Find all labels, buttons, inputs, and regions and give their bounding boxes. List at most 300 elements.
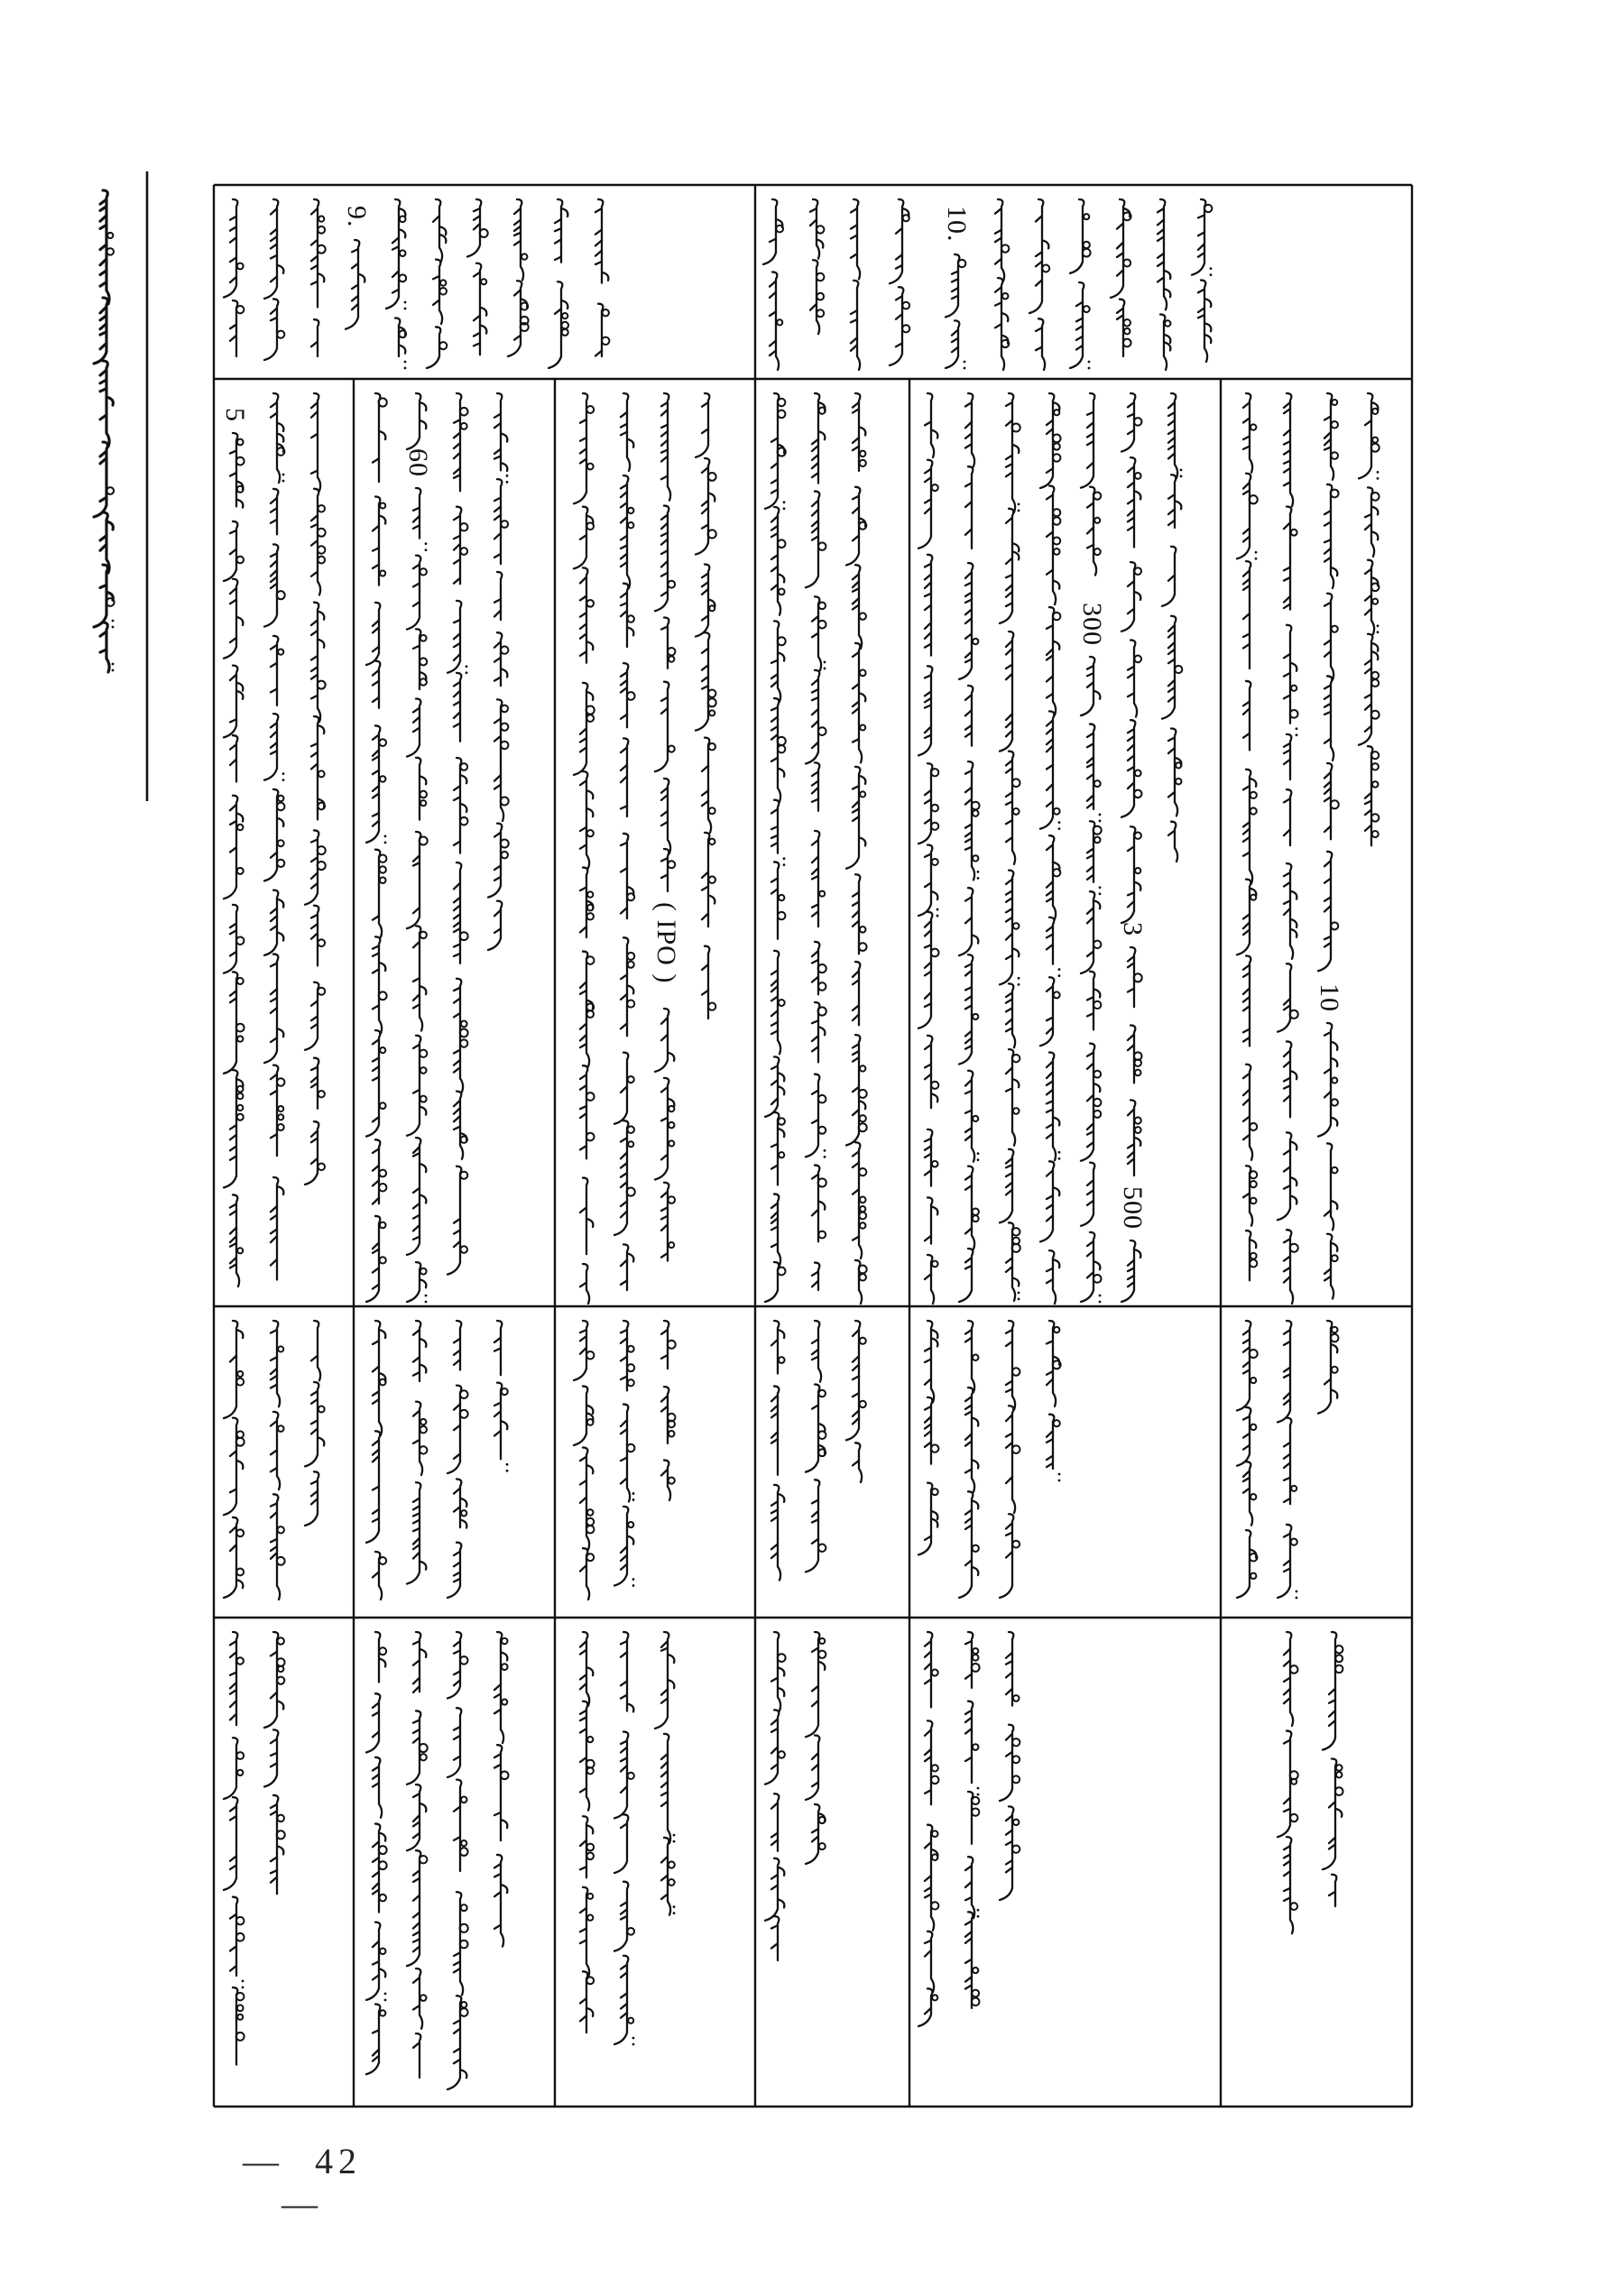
script-loop — [586, 1133, 595, 1141]
script-loop — [669, 1122, 675, 1129]
script-stroke — [771, 862, 779, 938]
script-stroke — [959, 1249, 973, 1302]
script-loop — [237, 1371, 243, 1377]
script-stroke — [846, 767, 865, 869]
script-loop — [277, 331, 284, 338]
script-loop — [632, 2037, 635, 2040]
script-stroke — [514, 199, 523, 281]
script-stroke — [1047, 917, 1054, 964]
script-stroke — [806, 670, 819, 764]
script-stroke — [1070, 199, 1084, 273]
script-loop — [1250, 1198, 1257, 1204]
script-loop — [627, 1928, 634, 1935]
script-loop — [278, 1526, 284, 1533]
script-loop — [1371, 763, 1378, 770]
script-stroke — [366, 1693, 380, 1752]
script-stroke — [918, 1988, 932, 2026]
script-loop — [669, 1861, 675, 1867]
script-stroke — [702, 946, 709, 1019]
script-loop — [318, 770, 325, 777]
script-stroke — [959, 888, 978, 955]
script-loop — [277, 860, 284, 867]
script-loop — [1084, 214, 1089, 219]
script-stroke — [925, 1825, 937, 1931]
script-loop — [1012, 1541, 1020, 1548]
script-loop — [673, 1905, 676, 1908]
script-loop — [1094, 837, 1101, 844]
script-loop — [709, 710, 715, 715]
script-loop — [1377, 631, 1379, 633]
script-stroke — [375, 1632, 385, 1683]
script-loop — [1135, 833, 1141, 839]
script-stroke — [925, 555, 932, 656]
script-stroke — [230, 735, 237, 781]
script-stroke — [965, 1912, 973, 2008]
script-loop — [1099, 1295, 1102, 1297]
script-loop — [964, 367, 966, 370]
script-loop — [277, 1658, 285, 1666]
script-loop — [379, 739, 386, 746]
script-loop — [668, 648, 675, 655]
script-loop — [242, 1987, 245, 1989]
script-loop — [586, 1518, 594, 1526]
script-loop — [1250, 1425, 1256, 1430]
script-stroke — [851, 281, 860, 370]
script-stroke — [925, 393, 937, 457]
script-loop — [106, 248, 114, 255]
script-stroke — [806, 1480, 819, 1572]
script-loop — [1013, 1820, 1019, 1825]
script-stroke — [224, 972, 237, 1073]
script-stroke — [771, 698, 784, 802]
script-stroke — [1006, 1049, 1019, 1146]
script-stroke — [968, 1792, 973, 1844]
script-loop — [586, 1844, 594, 1851]
script-stroke — [407, 1850, 420, 1966]
script-loop — [384, 834, 387, 837]
script-loop — [1291, 1486, 1296, 1491]
script-stroke — [311, 393, 320, 491]
script-loop — [278, 796, 284, 802]
script-stroke — [1237, 474, 1250, 559]
script-stroke — [1365, 487, 1378, 557]
script-loop — [1372, 599, 1378, 604]
script-stroke — [311, 603, 324, 722]
script-stroke — [925, 1036, 937, 1108]
script-stroke — [373, 1321, 385, 1435]
script-loop — [1012, 1445, 1020, 1453]
script-stroke — [614, 1732, 628, 1819]
script-loop — [461, 1904, 467, 1911]
script-loop — [628, 1076, 634, 1083]
script-loop — [425, 542, 428, 545]
script-loop — [318, 216, 324, 221]
script-stroke — [655, 1632, 674, 1729]
script-loop — [1123, 260, 1130, 267]
script-loop — [973, 855, 978, 861]
script-loop — [420, 1754, 427, 1760]
script-stroke — [621, 738, 628, 816]
script-loop — [502, 1700, 507, 1705]
script-loop — [1290, 1665, 1298, 1674]
script-loop — [973, 1655, 979, 1661]
script-loop — [1012, 1756, 1020, 1763]
script-loop — [278, 1124, 284, 1130]
script-loop — [818, 1544, 826, 1552]
script-stroke — [271, 393, 283, 483]
script-stroke — [965, 686, 973, 746]
script-stroke — [1081, 1044, 1100, 1161]
script-loop — [818, 621, 826, 629]
script-loop — [1134, 656, 1141, 663]
script-stroke — [94, 565, 113, 627]
script-loop — [1054, 808, 1060, 815]
script-stroke — [1323, 1632, 1336, 1750]
script-stroke — [271, 1494, 280, 1600]
script-loop — [627, 953, 634, 960]
script-loop — [237, 1770, 243, 1775]
script-stroke — [224, 905, 237, 973]
script-stroke — [407, 1482, 426, 1583]
script-stroke — [413, 2033, 420, 2078]
script-loop — [420, 1419, 426, 1425]
script-stroke — [995, 278, 1008, 370]
script-loop — [1135, 473, 1141, 479]
script-loop — [818, 727, 826, 735]
script-stroke — [771, 800, 779, 853]
script-stroke — [1359, 634, 1378, 745]
script-loop — [506, 1463, 509, 1466]
script-stroke — [1000, 1725, 1013, 1801]
script-stroke — [812, 942, 819, 994]
script-loop — [778, 410, 786, 419]
script-loop — [1377, 477, 1379, 480]
script-stroke — [696, 393, 709, 457]
script-loop — [673, 1912, 676, 1914]
script-loop — [779, 1357, 785, 1363]
script-stroke — [1040, 1161, 1059, 1241]
script-loop — [420, 1067, 427, 1074]
script-stroke — [812, 762, 819, 810]
script-stroke — [1324, 676, 1333, 760]
script-loop — [501, 521, 508, 528]
script-loop — [237, 1036, 243, 1041]
script-stroke — [812, 1166, 825, 1242]
script-stroke — [702, 833, 715, 927]
script-loop — [977, 877, 980, 880]
script-stroke — [946, 254, 959, 317]
script-loop — [973, 639, 978, 644]
script-stroke — [454, 507, 461, 585]
script-loop — [931, 1082, 938, 1089]
script-stroke — [1168, 822, 1177, 862]
script-stroke — [1162, 616, 1176, 719]
script-stroke — [1121, 562, 1140, 632]
script-stroke — [1006, 983, 1015, 1047]
script-stroke — [454, 1092, 466, 1159]
script-stroke — [614, 1814, 628, 1873]
script-stroke — [812, 1002, 825, 1062]
script-stroke — [661, 849, 669, 891]
script-loop — [859, 613, 865, 619]
script-stroke — [1081, 1232, 1100, 1302]
script-loop — [278, 1106, 283, 1111]
script-loop — [1255, 558, 1258, 560]
script-stroke — [1278, 1525, 1291, 1598]
script-loop — [973, 1014, 978, 1019]
script-loop — [977, 1787, 980, 1790]
script-loop — [1255, 551, 1258, 554]
script-loop — [506, 1470, 509, 1472]
script-loop — [1093, 941, 1101, 948]
script-stroke — [655, 682, 669, 771]
script-loop — [859, 1168, 866, 1176]
script-stroke — [890, 199, 909, 283]
script-stroke — [271, 489, 278, 534]
script-loop — [242, 1980, 245, 1983]
numeral-token: 60 — [403, 448, 433, 477]
script-stroke — [224, 1070, 243, 1187]
script-stroke — [806, 1074, 819, 1157]
script-loop — [1135, 1117, 1141, 1123]
script-loop — [669, 1242, 674, 1248]
script-stroke — [494, 393, 507, 471]
script-loop — [404, 301, 407, 304]
script-stroke — [1081, 393, 1094, 488]
script-stroke — [264, 714, 278, 780]
script-loop — [318, 505, 325, 512]
script-stroke — [94, 298, 107, 364]
script-loop — [602, 309, 608, 316]
script-loop — [236, 1529, 244, 1536]
script-stroke — [614, 1882, 628, 1951]
script-loop — [1332, 1167, 1338, 1174]
script-loop — [1053, 454, 1060, 461]
script-loop — [818, 1390, 826, 1397]
script-stroke — [1237, 1407, 1250, 1466]
script-stroke — [1047, 1250, 1059, 1304]
script-stroke — [494, 572, 502, 620]
script-loop — [236, 1917, 245, 1925]
script-loop — [937, 908, 939, 911]
script-stroke — [1324, 393, 1333, 480]
script-stroke — [621, 1244, 633, 1290]
script-loop — [587, 1509, 594, 1516]
script-loop — [1332, 1327, 1338, 1333]
script-loop — [932, 1995, 937, 2000]
script-loop — [860, 724, 865, 730]
script-stroke — [580, 1264, 589, 1304]
script-loop — [860, 1338, 866, 1344]
script-loop — [318, 939, 325, 946]
script-stroke — [264, 1729, 278, 1786]
script-stroke — [366, 603, 380, 665]
script-stroke — [661, 1387, 669, 1443]
script-stroke — [271, 636, 278, 705]
script-stroke — [1006, 1632, 1013, 1706]
script-loop — [1250, 792, 1257, 798]
script-stroke — [595, 304, 603, 356]
script-stroke — [1324, 1234, 1337, 1299]
script-loop — [708, 1003, 715, 1010]
script-loop — [1332, 1255, 1338, 1261]
script-loop — [379, 866, 385, 872]
script-loop — [1372, 831, 1379, 837]
script-loop — [586, 1093, 595, 1101]
script-loop — [1336, 1765, 1343, 1771]
script-loop — [1210, 267, 1213, 270]
script-loop — [628, 508, 633, 513]
script-loop — [587, 830, 594, 836]
script-loop — [932, 1765, 938, 1771]
script-loop — [1054, 991, 1060, 998]
script-loop — [1371, 814, 1379, 821]
script-loop — [1176, 779, 1182, 785]
script-loop — [818, 1127, 826, 1134]
script-stroke — [407, 1710, 420, 1784]
script-loop — [860, 1222, 865, 1228]
script-loop — [586, 1351, 594, 1359]
script-stroke — [661, 393, 670, 501]
script-loop — [318, 1163, 325, 1170]
script-stroke — [661, 779, 670, 853]
script-loop — [586, 1526, 594, 1533]
script-stroke — [806, 1632, 825, 1737]
script-loop — [562, 329, 568, 336]
script-loop — [380, 571, 385, 576]
script-loop — [628, 962, 634, 968]
script-loop — [1371, 672, 1379, 679]
script-loop — [628, 2018, 633, 2024]
script-loop — [627, 1000, 634, 1008]
script-loop — [425, 549, 428, 551]
script-loop — [1053, 517, 1060, 524]
script-stroke — [696, 564, 715, 636]
script-loop — [1088, 361, 1091, 364]
script-loop — [1335, 1646, 1343, 1654]
script-loop — [1099, 1301, 1102, 1304]
script-stroke — [696, 632, 709, 730]
script-stroke — [925, 1130, 932, 1186]
script-loop — [236, 1933, 245, 1941]
script-stroke — [508, 281, 527, 356]
script-loop — [1012, 1775, 1020, 1783]
script-loop — [1013, 1695, 1020, 1701]
script-loop — [501, 1771, 509, 1779]
script-loop — [237, 263, 244, 270]
script-loop — [824, 668, 826, 670]
script-loop — [460, 548, 467, 555]
script-loop — [778, 1118, 784, 1124]
script-loop — [1291, 686, 1296, 691]
script-stroke — [580, 1971, 593, 2033]
script-stroke — [1121, 826, 1140, 923]
script-stroke — [925, 1720, 932, 1804]
script-loop — [501, 742, 508, 749]
script-loop — [439, 342, 447, 349]
script-loop — [562, 313, 567, 318]
script-loop — [460, 523, 467, 530]
script-stroke — [494, 1855, 507, 1947]
script-loop — [1250, 1494, 1256, 1499]
script-loop — [501, 852, 508, 859]
script-stroke — [224, 199, 237, 297]
script-loop — [632, 1584, 635, 1587]
script-stroke — [965, 1388, 978, 1492]
script-loop — [824, 661, 826, 664]
script-loop — [461, 1510, 466, 1516]
script-loop — [669, 1477, 675, 1483]
script-stroke — [1237, 1321, 1250, 1410]
script-stroke — [311, 716, 324, 819]
script-loop — [380, 1102, 386, 1109]
script-stroke — [407, 556, 420, 630]
script-stroke — [965, 1701, 973, 1783]
script-loop — [668, 581, 675, 588]
script-stroke — [1365, 560, 1378, 634]
script-stroke — [614, 1120, 628, 1235]
script-stroke — [1121, 720, 1135, 817]
script-loop — [278, 1425, 284, 1432]
script-stroke — [918, 1483, 937, 1555]
script-stroke — [555, 199, 567, 263]
script-loop — [237, 868, 244, 874]
script-stroke — [407, 699, 420, 757]
script-loop — [1332, 400, 1337, 405]
script-loop — [1134, 418, 1142, 426]
script-stroke — [413, 1632, 426, 1692]
script-loop — [1099, 892, 1102, 895]
script-loop — [708, 689, 715, 696]
script-stroke — [549, 281, 567, 368]
script-loop — [632, 1498, 635, 1501]
script-stroke — [413, 1321, 426, 1381]
script-loop — [860, 460, 866, 466]
script-loop — [506, 475, 509, 477]
script-loop — [1290, 1903, 1297, 1910]
script-stroke — [373, 1757, 382, 1818]
script-loop — [973, 1215, 979, 1222]
script-stroke — [1128, 640, 1137, 716]
script-stroke — [1029, 199, 1048, 313]
script-loop — [819, 1843, 826, 1849]
script-stroke — [311, 319, 318, 356]
script-loop — [627, 615, 633, 622]
script-loop — [420, 1426, 427, 1434]
script-loop — [1042, 265, 1049, 272]
script-loop — [481, 279, 486, 284]
script-stroke — [467, 199, 481, 256]
script-stroke — [1284, 507, 1291, 610]
script-stroke — [765, 1858, 784, 1921]
script-stroke — [230, 1632, 237, 1725]
script-loop — [931, 949, 939, 957]
script-stroke — [488, 824, 502, 898]
script-loop — [1250, 424, 1256, 429]
script-loop — [236, 1657, 243, 1664]
script-loop — [818, 1231, 826, 1239]
script-stroke — [454, 1480, 466, 1528]
script-stroke — [580, 1448, 593, 1550]
script-stroke — [853, 565, 862, 649]
script-loop — [1250, 1181, 1257, 1187]
script-loop — [278, 1346, 283, 1351]
script-stroke — [771, 1321, 784, 1374]
script-stroke — [488, 901, 502, 950]
script-loop — [628, 1773, 634, 1779]
script-loop — [819, 1638, 825, 1644]
script-loop — [107, 233, 113, 238]
